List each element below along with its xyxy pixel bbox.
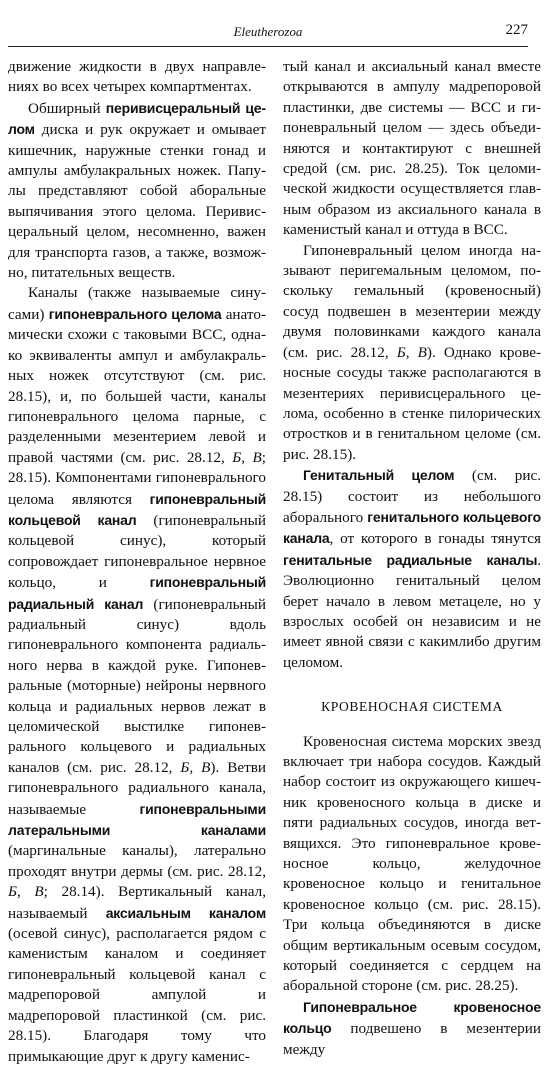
figure-letter: В xyxy=(417,343,427,361)
page-number: 227 xyxy=(505,22,528,38)
figure-letter: В xyxy=(201,758,211,776)
figure-letter: Б xyxy=(180,758,190,776)
paragraph: Гипоневральный целом иногда называют перигемальным целомом, поскольку гемальный (кровеносный) сосуд подвешен в мезентерии между двумя половинками каждого канала (см. рис. 28.12, Б, В). Однако кровеносные сосуды также располагаются в мезентериях перивисцерального целома, особенно в стенке пилорических отростков и в генитальном целоме (см. рис. 28.15). xyxy=(283,241,542,463)
key-term: аксиальным каналом xyxy=(105,904,266,921)
key-term: Генитальный целом xyxy=(303,467,455,484)
figure-letter: В xyxy=(34,883,44,901)
figure-letter: В xyxy=(252,448,262,466)
page-header xyxy=(8,24,528,47)
figure-letter: Б xyxy=(396,343,406,361)
key-term: гипоневральный радиальный канал xyxy=(8,574,266,612)
figure-letter: Б xyxy=(8,883,17,901)
key-term: Гипоневральное кровеносное кольцо xyxy=(283,998,541,1037)
left-column xyxy=(8,57,266,1067)
paragraph: Генитальный целом (см. рис. 28.15) состоит из небольшого аборального генитального кольцевого канала, от которого в гонады тянутся генитальные радиальные каналы. Эволюционно генитальный целом берет начало в левом метацеле, но у взрослых особей он независим и не имеет явной связи с какимлибо другим целомом. xyxy=(283,467,541,671)
paragraph: Гипоневральное кровеносное кольцо подвешено в мезентерии между xyxy=(283,998,541,1058)
key-term: гипоневральный кольцевой канал xyxy=(8,490,266,528)
paragraph: Кровеносная система морских звезд включает три набора сосудов. Каждый набор состоит из окружающего кишечник кровеносного кольца в диске и пяти радиальных сосудов, иногда ветвящихся. Это гипоневральное кровеносное кольцо, желудочное кровеносное кольцо и генитальное кровеносное кольцо (см. рис. 28.15). Три кольца объединяются в диске общим вертикальным осевым сосудом, который соединяется с сердцем на аборальной стороне (см. рис. 28.25). xyxy=(283,732,541,995)
paragraph: движение жидкости в двух направлениях во всех четырех компартментах. xyxy=(8,58,266,96)
key-term: гипоневральными латеральными каналами xyxy=(8,800,266,839)
right-column xyxy=(283,57,541,1060)
key-term: генитального кольцевого канала xyxy=(283,508,541,547)
key-term: гипоневрального целома xyxy=(48,305,222,322)
key-term: генитальные радиальные каналы xyxy=(283,551,538,568)
key-term: перивисцеральный целом xyxy=(8,99,266,138)
figure-letter: Б xyxy=(232,448,242,466)
running-head: Eleutherozoa xyxy=(233,24,303,39)
paragraph: тый канал и аксиальный канал вместе открываются в ампулу мадрепоровой пластинки, две системы — ВСС и гипоневральный целом — здесь объединяются и контактируют с внешней средой (см. рис. 28.25). Ток целомической жидкости осуществляется главным образом из аксиального канала в каменистый канал и оттуда в ВСС. xyxy=(283,58,541,239)
paragraph: Обширный перивисцеральный целом диска и рук окружает и омывает кишечник, наружные стенки гонад и ампулы амбулакральных ножек. Папулы представляют собой аборальные выпячивания этого целома. Перивисцеральный целом, несомненно, важен для транспорта газов, а также, возможно, питательных веществ. xyxy=(8,99,266,282)
paragraph: Каналы (также называемые синусами) гипоневрального целома анатомически схожи с таковыми ВСС, однако эквиваленты ампул и амбулакральных ножек отсутствуют (см. рис. 28.15), и, по большей части, каналы гипоневрального целома парные, с разделенными мезентерием левой и правой частями (см. рис. 28.12, Б, В; 28.15). Компонентами гипоневрального целома являются гипоневральный кольцевой канал (гипоневральный кольцевой синус), который сопровождает гипоневральное нервное кольцо, и гипоневральный радиальный канал (гипоневральный радиальный синус) вдоль гипоневрального компонента радиального нерва в каждой руке. Гипоневральные (моторные) нейроны нервного кольца и радиальных нервов лежат в целомической выстилке гипоневрального кольцевого и радиальных каналов (см. рис. 28.12, Б, В). Ветви гипоневрального радиального канала, называемые гипоневральными латеральными каналами (маргинальные каналы), латерально проходят внутри дермы (см. рис. 28.12, Б, В; 28.14). Вертикальный канал, называемый аксиальным каналом (осевой синус), располагается рядом с каменистым каналом и соединяет гипоневральный кольцевой канал с мадрепоровой ампулой и мадрепоровой пластинкой (см. рис. 28.15). Благодаря тому что примыкающие друг к другу каменис- xyxy=(8,284,267,1065)
section-title: КРОВЕНОСНАЯ СИСТЕМА xyxy=(321,699,503,715)
